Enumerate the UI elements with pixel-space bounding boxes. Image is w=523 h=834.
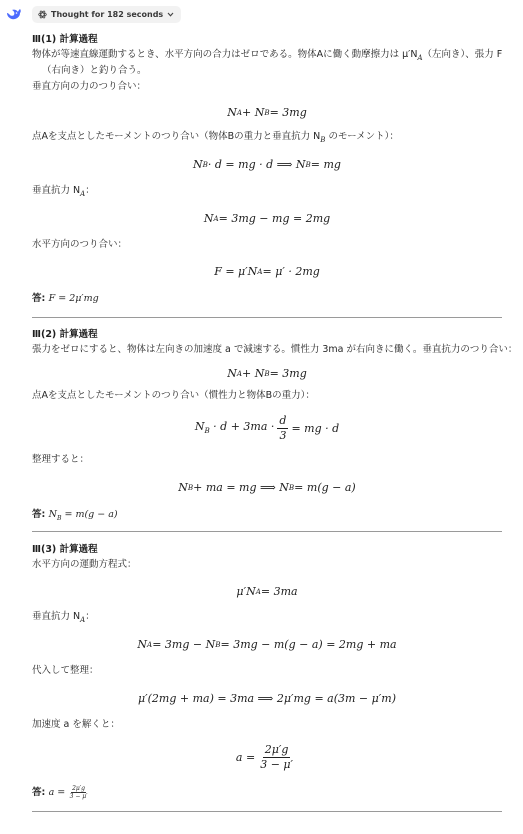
divider-3 bbox=[32, 811, 502, 812]
answer-content bbox=[32, 33, 518, 812]
section-3-para-2: 垂直抗力 $N_A$： bbox=[32, 611, 95, 624]
section-3-eq-4: a = $\frac{2\mu'g}{3 - \mu'}$ bbox=[235, 742, 294, 771]
section-3-para-4: 加速度 a を解くと： bbox=[32, 719, 120, 730]
section-2-heading: Ⅲ(2) 計算過程 bbox=[32, 329, 98, 340]
section-3-eq-3: μ′(2mg + ma) = 3ma ⟹ 2μ′mg = a(3m − μ′m) bbox=[137, 691, 397, 705]
section-2-para-2: 点Aを支点としたモーメントのつり合い（慣性力と物体Bの重力）： bbox=[32, 390, 315, 401]
section-1-heading: Ⅲ(1) 計算過程 bbox=[32, 34, 98, 45]
section-2-fraction: $\frac{d}{3}$ bbox=[279, 413, 287, 442]
section-1-para-1-cont: （右向き）と釣り合う。 bbox=[42, 65, 147, 76]
section-2-para-1: 張力をゼロにすると、物体は左向きの加速度 a で減速する。慣性力 3ma が右向きに働く。垂直抗力のつり合い： bbox=[32, 344, 518, 355]
section-1-eq-4: F = μ′N A = μ′ · 2mg bbox=[214, 264, 320, 278]
thought-toggle-button[interactable] bbox=[32, 6, 181, 23]
thought-label: Thought for 182 seconds bbox=[51, 10, 164, 19]
section-1-para-3: 点Aを支点としたモーメントのつり合い（物体Bの重力と垂直抗力 $N_B$ のモーメント）： bbox=[32, 131, 399, 144]
section-3-answer-fraction: $\frac{2\mu'g}{3 - \mu'}$ bbox=[69, 785, 88, 800]
section-1-para-1: 物体が等速直線運動するとき、水平方向の合力はゼロである。物体Aに働く動摩擦力は $\mu'N_A$（左向き）、張力 F bbox=[32, 49, 503, 62]
section-3-answer: 答: a = $\frac{2\mu'g}{3 - \mu'}$ bbox=[32, 785, 88, 800]
section-1-para-2: 垂直方向の力のつり合い： bbox=[32, 81, 147, 92]
section-2-eq-3: N B + ma = mg ⟹ N B = m(g − a) bbox=[178, 480, 356, 494]
section-2-para-3: 整理すると： bbox=[32, 454, 90, 465]
section-3-fraction: $\frac{2\mu'g}{3 - \mu'}$ bbox=[260, 742, 294, 771]
atom-icon bbox=[38, 10, 47, 19]
section-3-eq-2: N A = 3mg − N B = 3mg − m(g − a) = 2mg + ma bbox=[137, 637, 397, 651]
section-3-para-3: 代入して整理： bbox=[32, 665, 99, 676]
section-2-eq-1: N A + N B = 3mg bbox=[227, 366, 307, 380]
section-1-para-4: 垂直抗力 $N_A$： bbox=[32, 185, 95, 198]
section-2-eq-2: $N_B \cdot d + 3ma$ · $\frac{d}{3}$ = mg · d bbox=[194, 413, 340, 442]
section-3-eq-1: μ′N A = 3ma bbox=[236, 584, 298, 598]
section-3-para-1: 水平方向の運動方程式： bbox=[32, 559, 137, 570]
section-1-answer: 答: F = 2μ′mg bbox=[32, 293, 99, 304]
section-1-para-5: 水平方向のつり合い： bbox=[32, 239, 128, 250]
chevron-down-icon bbox=[167, 12, 174, 17]
section-1-eq-1: N A + N B = 3mg bbox=[227, 105, 307, 119]
section-3-heading: Ⅲ(3) 計算過程 bbox=[32, 544, 98, 555]
section-1-eq-2: N B · d = mg · d ⟹ N B = mg bbox=[193, 157, 341, 171]
section-1-eq-3: N A = 3mg − mg = 2mg bbox=[203, 211, 331, 225]
whale-logo-icon bbox=[6, 7, 22, 21]
section-2-answer: 答: $N_B = m(g - a)$ bbox=[32, 509, 118, 522]
